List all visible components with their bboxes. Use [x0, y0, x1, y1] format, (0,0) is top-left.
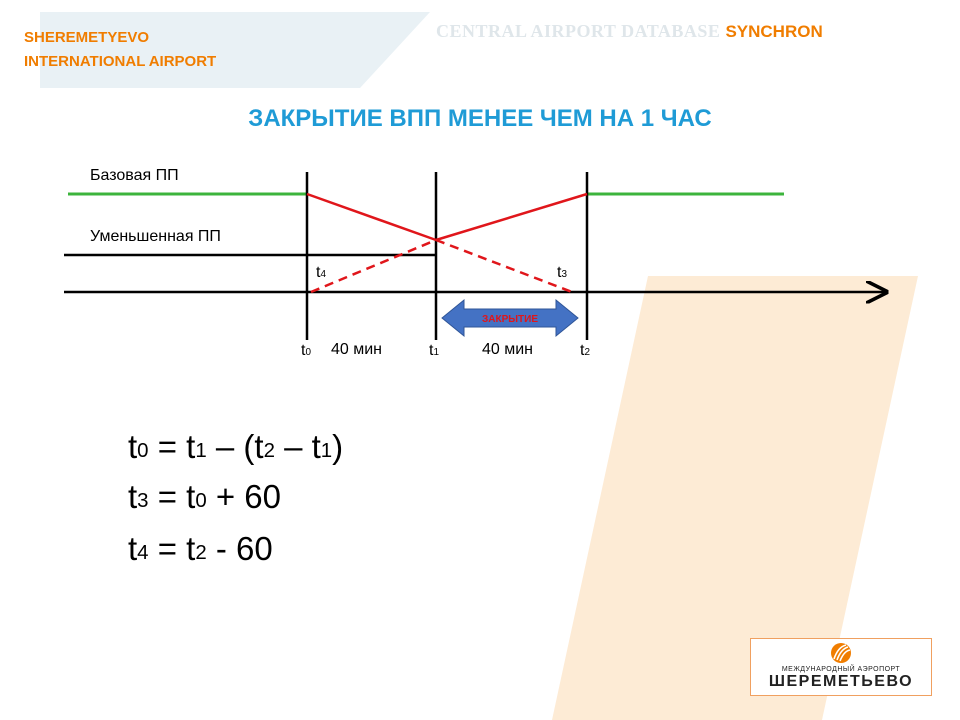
base-capacity-label: Базовая ПП: [90, 167, 179, 184]
synchron-title: SYNCHRON: [725, 22, 823, 41]
sheremetyevo-logo: [750, 638, 932, 696]
capacity-decrease-line: [307, 194, 436, 240]
dashed-line-t4: [311, 240, 436, 292]
t3-label: $t_3$: [557, 264, 567, 281]
logo-emblem-icon: [824, 641, 858, 667]
slide-title: ЗАКРЫТИЕ ВПП МЕНЕЕ ЧЕМ НА 1 ЧАС: [248, 105, 712, 132]
dashed-line-t3: [436, 240, 572, 292]
capacity-increase-line: [436, 194, 587, 240]
logo-small-text: МЕЖДУНАРОДНЫЙ АЭРОПОРТ: [781, 666, 901, 673]
airport-name-line1: SHEREMETYEVO: [24, 29, 150, 46]
closure-label: ЗАКРЫТИЕ: [481, 314, 539, 325]
t2-label: $t_2$: [580, 342, 590, 359]
t0-label: $t_0$: [301, 342, 311, 359]
t4-label: $t_4$: [316, 264, 326, 281]
formula-t0: $t_0 = t_1 - (t_2 - t_1)$: [128, 428, 344, 465]
airport-name-line2: INTERNATIONAL AIRPORT: [24, 53, 217, 70]
interval-right-label: 40 мин: [482, 341, 534, 358]
formula-t3: $t_3 = t_0 + 60$: [128, 478, 282, 515]
database-title: CENTRAL AIRPORT DATABASE: [436, 21, 721, 41]
logo-big-text: ШЕРЕМЕТЬЕВО: [768, 673, 914, 690]
interval-left-label: 40 мин: [331, 341, 383, 358]
reduced-capacity-label: Уменьшенная ПП: [90, 228, 221, 245]
t1-label: $t_1$: [429, 342, 439, 359]
formula-t4: $t_4 = t_2 - 60$: [128, 530, 273, 567]
